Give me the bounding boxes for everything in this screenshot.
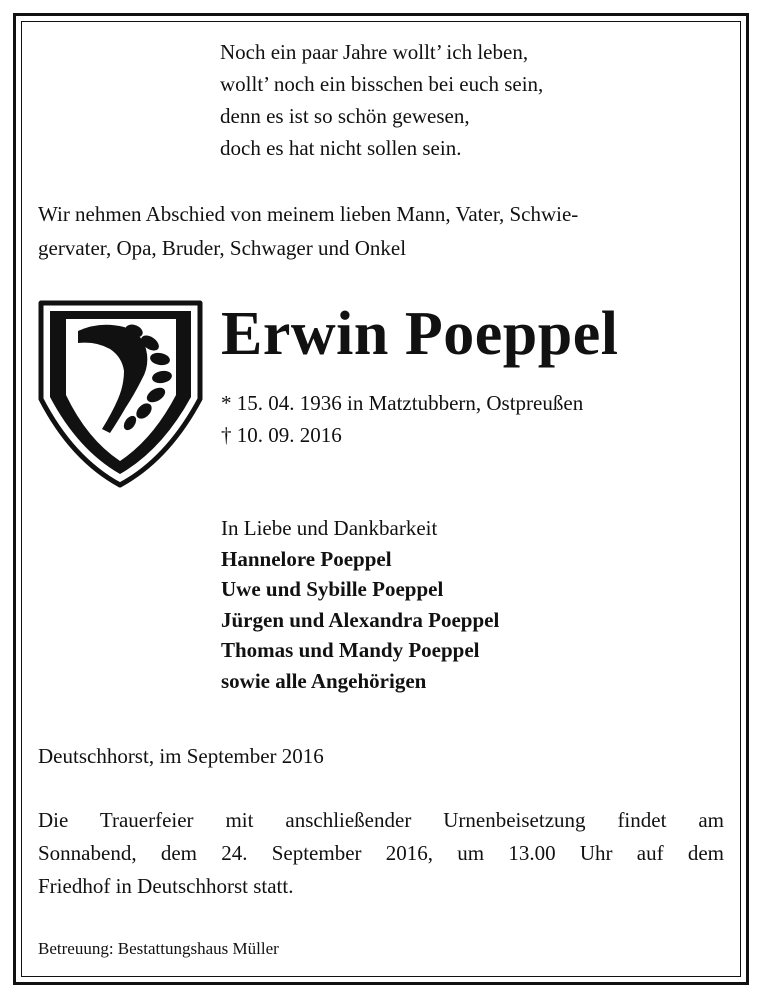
- poem-line: wollt’ noch ein bisschen bei euch sein,: [220, 72, 544, 96]
- mourners-intro: In Liebe und Dankbarkeit: [221, 516, 438, 540]
- poem-verse: [220, 36, 543, 164]
- mourner-name: Uwe und Sybille Poeppel: [221, 577, 444, 601]
- service-line: Sonnabend, dem 24. September 2016, um 13.00 Uhr auf dem: [38, 841, 724, 865]
- poem-line: denn es ist so schön gewesen,: [220, 104, 470, 128]
- intro-line: Wir nehmen Abschied von meinem lieben Mann, Vater, Schwie-: [38, 202, 579, 226]
- birth-date: * 15. 04. 1936 in Matztubbern, Ostpreußen: [221, 391, 584, 415]
- poem-line: doch es hat nicht sollen sein.: [220, 136, 462, 160]
- death-date: † 10. 09. 2016: [221, 423, 342, 447]
- mourner-name: Jürgen und Alexandra Poeppel: [221, 607, 500, 632]
- place-and-date: Deutschhorst, im September 2016: [38, 744, 324, 768]
- service-line: Die Trauerfeier mit anschließender Urnenbeisetzung findet am: [38, 808, 724, 832]
- poem-line: Noch ein paar Jahre wollt’ ich leben,: [220, 40, 529, 64]
- mourners-list: [221, 513, 499, 696]
- intro-line: gervater, Opa, Bruder, Schwager und Onkel: [38, 236, 407, 260]
- farewell-intro: [38, 197, 578, 265]
- funeral-service-notice: [38, 804, 724, 903]
- life-dates: [221, 387, 583, 451]
- service-line: Friedhof in Deutschhorst statt.: [38, 874, 294, 898]
- deceased-name: Erwin Poeppel: [221, 300, 619, 368]
- mourner-name: sowie alle Angehörigen: [221, 668, 427, 693]
- elk-antler-shield-icon: [38, 299, 203, 489]
- funeral-home-credit: Betreuung: Bestattungshaus Müller: [38, 939, 279, 958]
- mourner-name: Hannelore Poeppel: [221, 546, 392, 571]
- mourner-name: Thomas und Mandy Poeppel: [221, 638, 480, 662]
